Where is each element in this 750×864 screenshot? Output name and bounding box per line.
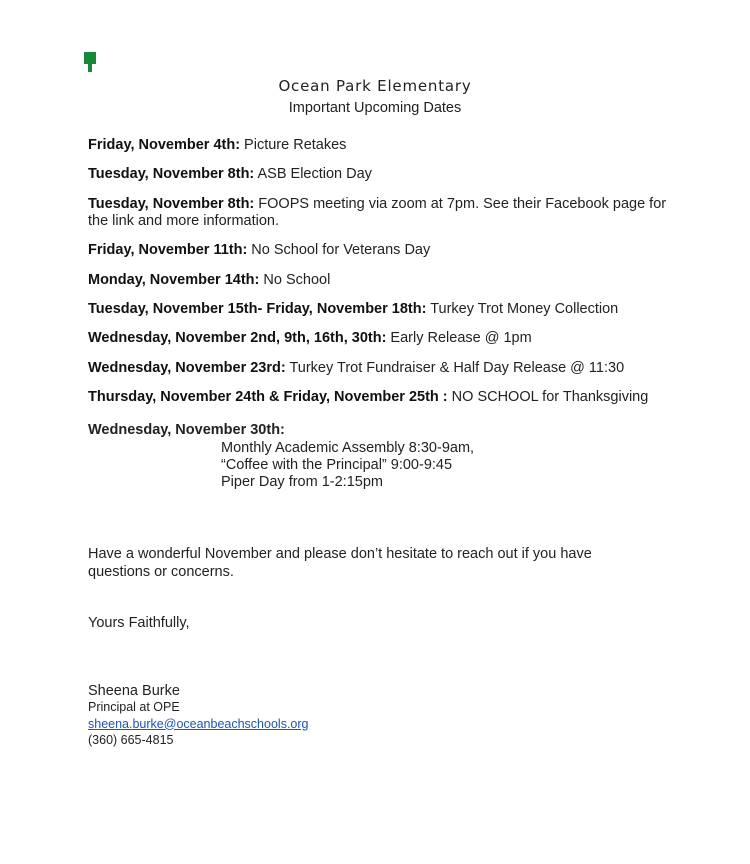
contact-block [88,699,308,749]
tree-logo-stem [88,62,92,72]
date-item [88,389,678,406]
date-event: No School [259,271,331,288]
date-item [88,330,678,347]
assembly-date-label: Wednesday, November 30th: [88,422,285,438]
school-name: Ocean Park Elementary [278,77,472,95]
date-event: Turkey Trot Fundraiser & Half Day Release @ 11:30 [285,359,625,376]
date-item [88,137,678,154]
assembly-item: Piper Day from 1-2:15pm [221,474,383,490]
dates-list [88,137,678,419]
date-event: ASB Election Day [254,166,372,183]
date-label: Wednesday, November 2nd, 9th, 16th, 30th: [88,330,387,347]
email-link[interactable]: sheena.burke@oceanbeachschools.org [88,716,309,731]
date-label: Friday, November 11th: [88,242,248,259]
date-label: Thursday, November 24th & Friday, November 25th : [88,389,448,406]
date-item [88,196,678,230]
date-event: Picture Retakes [240,137,347,153]
date-item [88,301,678,318]
signoff: Yours Faithfully, [88,615,190,631]
date-label: Friday, November 4th: [88,137,241,153]
date-label: Tuesday, November 15th- Friday, November 18th: [88,300,427,317]
assembly-item: “Coffee with the Principal” 9:00-9:45 [221,457,453,473]
assembly-items [221,440,474,491]
date-item [88,166,678,183]
date-item [88,272,678,289]
closing-paragraph: Have a wonderful November and please don’t hesitate to reach out if you have questions or concerns. [88,546,592,580]
date-event: No School for Veterans Day [247,242,431,259]
tree-logo-icon [84,52,96,72]
date-event: FOOPS meeting via zoom at 7pm. See their Facebook page for the link and more information. [88,195,667,229]
date-label: Monday, November 14th: [88,271,260,288]
date-label: Wednesday, November 23rd: [88,359,286,376]
page-subtitle: Important Upcoming Dates [288,100,462,116]
assembly-date [88,422,285,439]
signer-title: Principal at OPE [88,700,180,714]
signer-name: Sheena Burke [88,683,180,699]
date-label: Tuesday, November 8th: [88,195,255,212]
date-label: Tuesday, November 8th: [88,166,255,183]
date-event: NO SCHOOL for Thanksgiving [447,389,649,406]
date-event: Early Release @ 1pm [386,330,532,347]
date-item [88,360,678,377]
date-item [88,242,678,259]
phone-number: (360) 665-4815 [88,733,174,747]
date-event: Turkey Trot Money Collection [426,300,619,317]
assembly-item: Monthly Academic Assembly 8:30-9am, [221,440,475,456]
